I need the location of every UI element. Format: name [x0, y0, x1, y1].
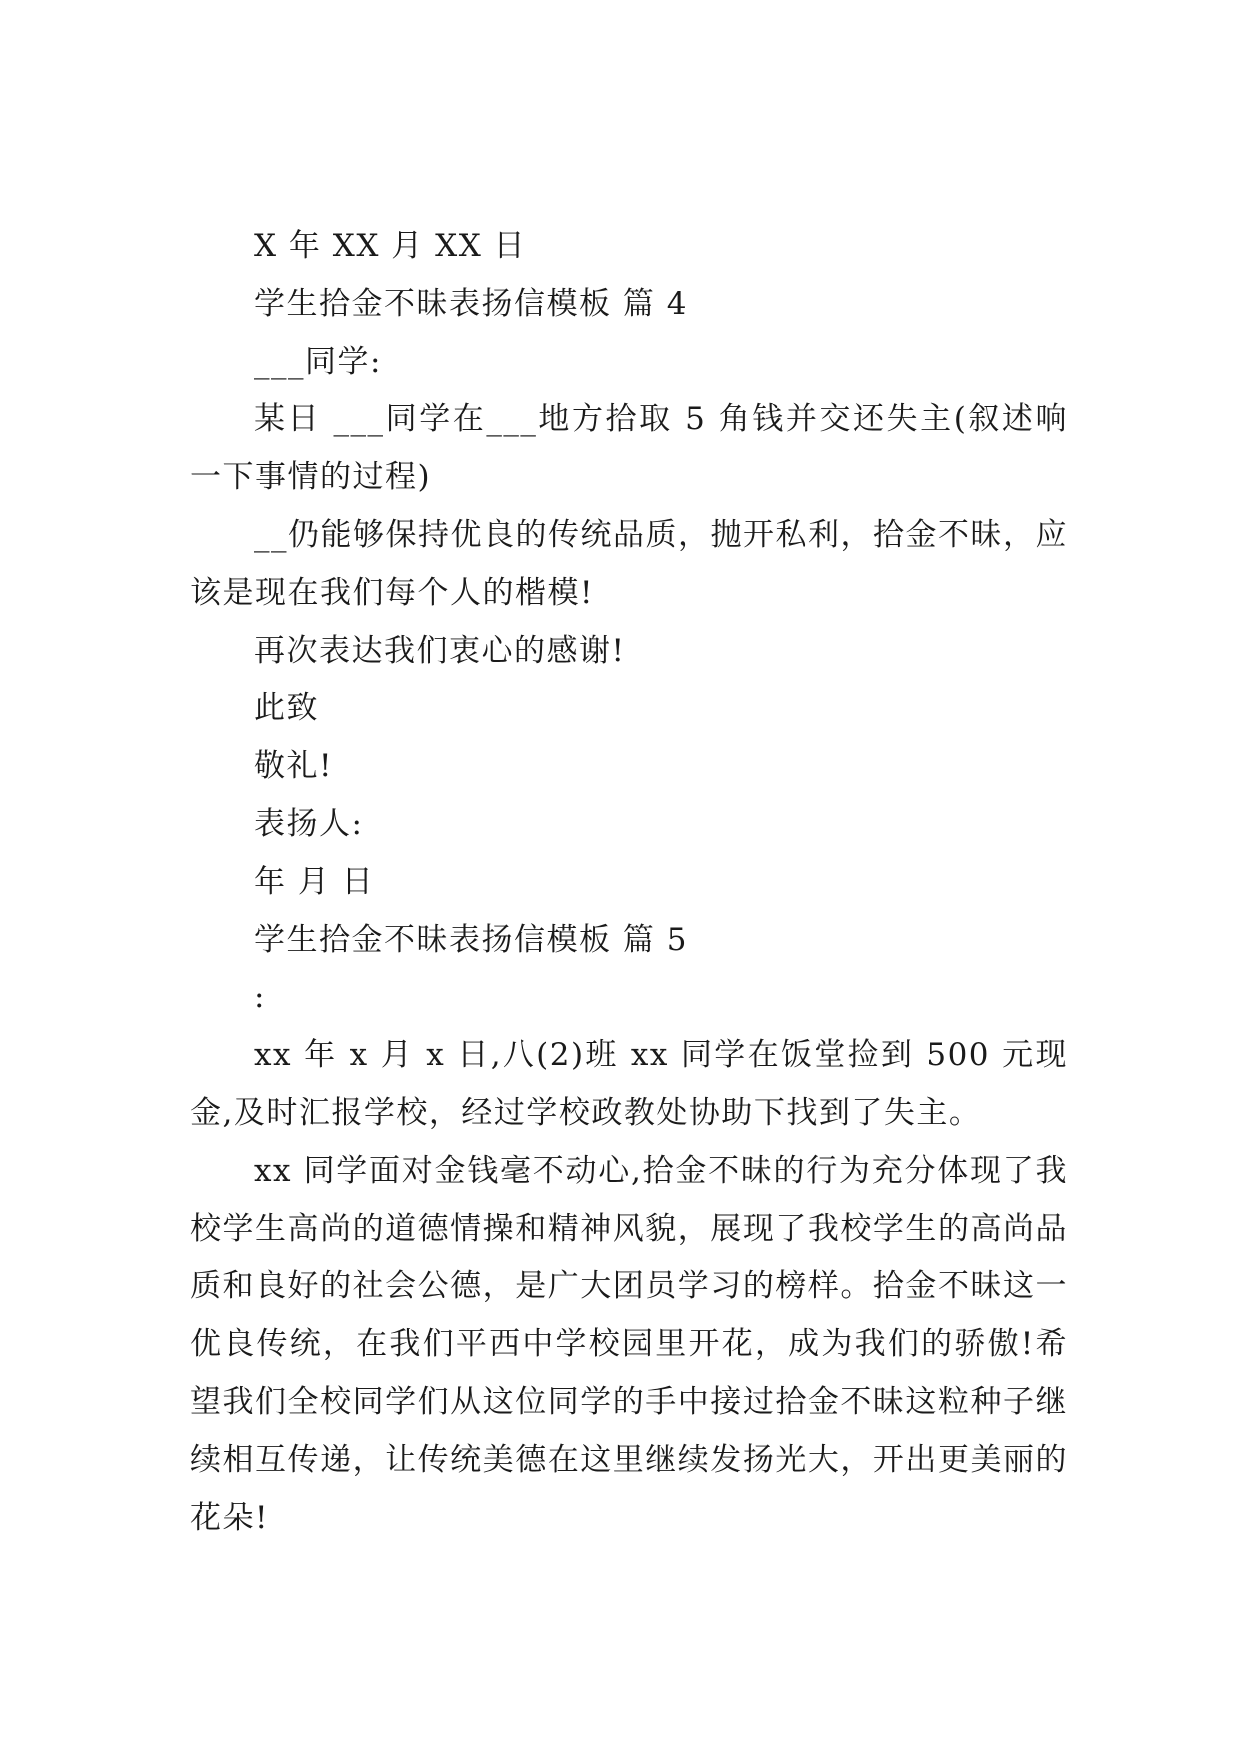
paragraph-thanks: 再次表达我们衷心的感谢!	[254, 632, 626, 669]
paragraph-praise: __仍能够保持优良的传统品质，抛开私利，拾金不昧，应该是现在我们每个人的楷模!	[190, 516, 1068, 611]
paragraph-event-5: xx 年 x 月 x 日,八(2)班 xx 同学在饭堂捡到 500 元现金,及时汇报学校，经过学校政教处协助下找到了失主。	[190, 1037, 1068, 1131]
closing-cizhi: 此致	[254, 690, 319, 727]
signer-line: 表扬人:	[254, 805, 364, 842]
closing-jingli: 敬礼!	[254, 748, 333, 785]
date-line: X 年 XX 月 XX 日	[254, 228, 527, 264]
date-blank-line: 年 月 日	[254, 863, 375, 900]
paragraph-praise-5: xx 同学面对金钱毫不动心,拾金不昧的行为充分体现了我校学生高尚的道德情操和精神风貌，展现了我校学生的高尚品质和良好的社会公德，是广大团员学习的榜样。拾金不昧这一优良传统，在我们平西中学校园里开花，成为我们的骄傲!希望我们全校同学们从这位同学的手中接过拾金不昧这粒种子继续相互传递，让传统美德在这里继续发扬光大，开出更美丽的花朵!	[190, 1152, 1068, 1536]
paragraph-event: 某日 ___同学在___地方拾取 5 角钱并交还失主(叙述响一下事情的过程)	[190, 401, 1068, 496]
section-heading-5: 学生拾金不昧表扬信模板 篇 5	[254, 921, 688, 958]
salutation: ___同学:	[254, 343, 382, 380]
document-body	[190, 218, 1068, 1547]
section-heading-4: 学生拾金不昧表扬信模板 篇 4	[254, 285, 688, 322]
salutation-colon: :	[254, 979, 266, 1016]
